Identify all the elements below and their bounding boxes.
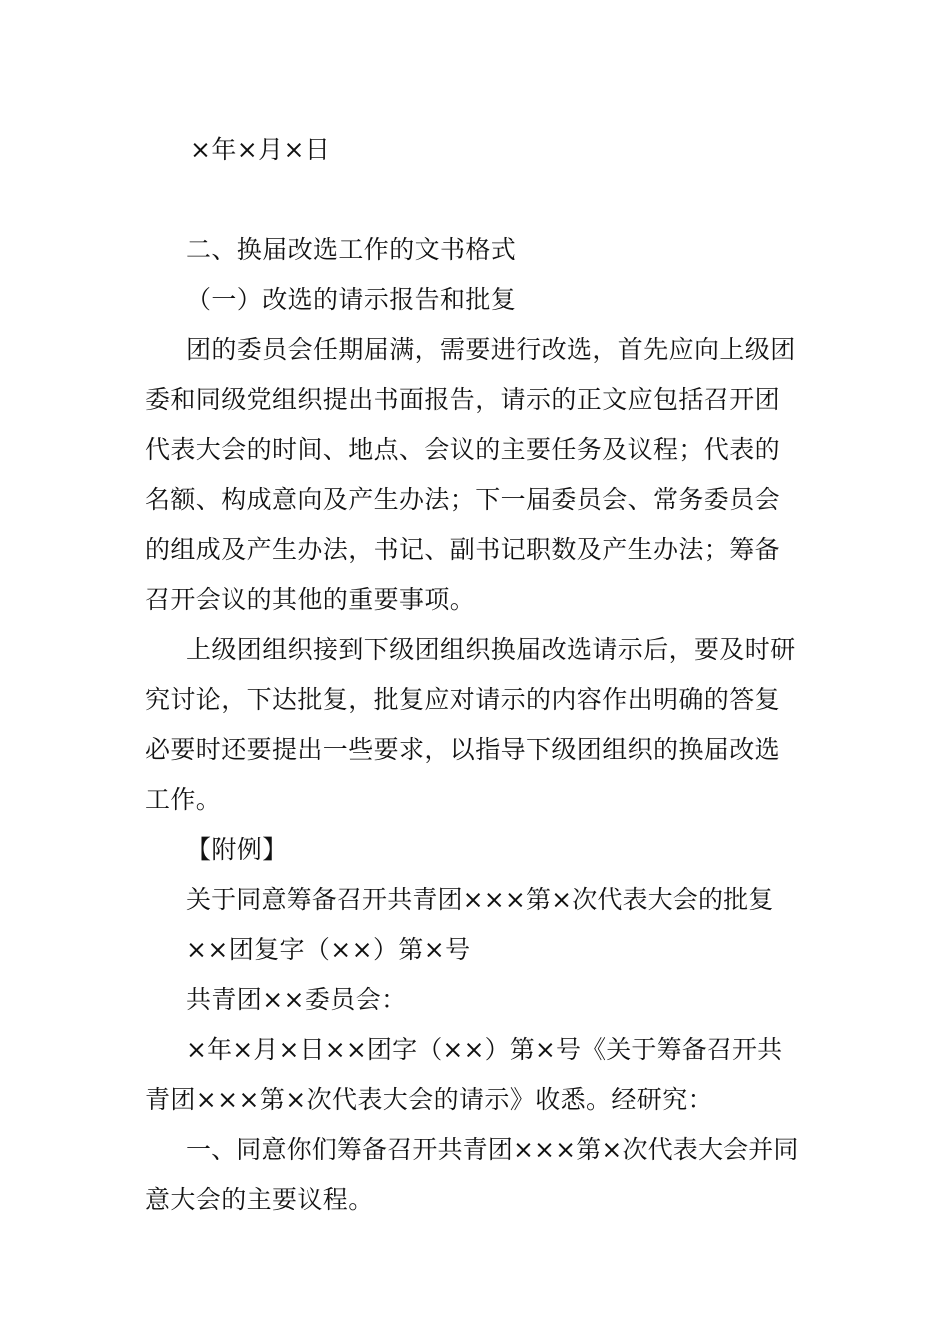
paragraph-line: 上级团组织接到下级团组织换届改选请示后，要及时研 <box>186 635 796 664</box>
example-title: 关于同意筹备召开共青团×××第×次代表大会的批复 <box>186 885 774 914</box>
section-heading: 二、换届改选工作的文书格式 <box>186 235 517 264</box>
paragraph-line: 必要时还要提出一些要求，以指导下级团组织的换届改选 <box>145 735 781 764</box>
subsection-heading: （一）改选的请示报告和批复 <box>186 285 517 314</box>
paragraph-line: 意大会的主要议程。 <box>145 1185 374 1214</box>
paragraph-line: 代表大会的时间、地点、会议的主要任务及议程；代表的 <box>145 435 781 464</box>
example-label: 【附例】 <box>186 835 288 864</box>
document-number: ××团复字（××）第×号 <box>186 935 471 964</box>
paragraph-line: 委和同级党组织提出书面报告，请示的正文应包括召开团 <box>145 385 781 414</box>
paragraph-line: ×年×月×日××团字（××）第×号《关于筹备召开共 <box>186 1035 783 1064</box>
date-line: ×年×月×日 <box>190 135 331 164</box>
paragraph-line: 工作。 <box>145 785 222 814</box>
paragraph-line: 究讨论，下达批复，批复应对请示的内容作出明确的答复 <box>145 685 781 714</box>
paragraph-line: 团的委员会任期届满，需要进行改选，首先应向上级团 <box>186 335 796 364</box>
addressee: 共青团××委员会： <box>186 985 407 1014</box>
paragraph-line: 名额、构成意向及产生办法；下一届委员会、常务委员会 <box>145 485 781 514</box>
paragraph-line: 一、同意你们筹备召开共青团×××第×次代表大会并同 <box>186 1135 799 1164</box>
paragraph-line: 召开会议的其他的重要事项。 <box>145 585 476 614</box>
paragraph-line: 青团×××第×次代表大会的请示》收悉。经研究： <box>145 1085 713 1114</box>
paragraph-line: 的组成及产生办法，书记、副书记职数及产生办法；筹备 <box>145 535 781 564</box>
